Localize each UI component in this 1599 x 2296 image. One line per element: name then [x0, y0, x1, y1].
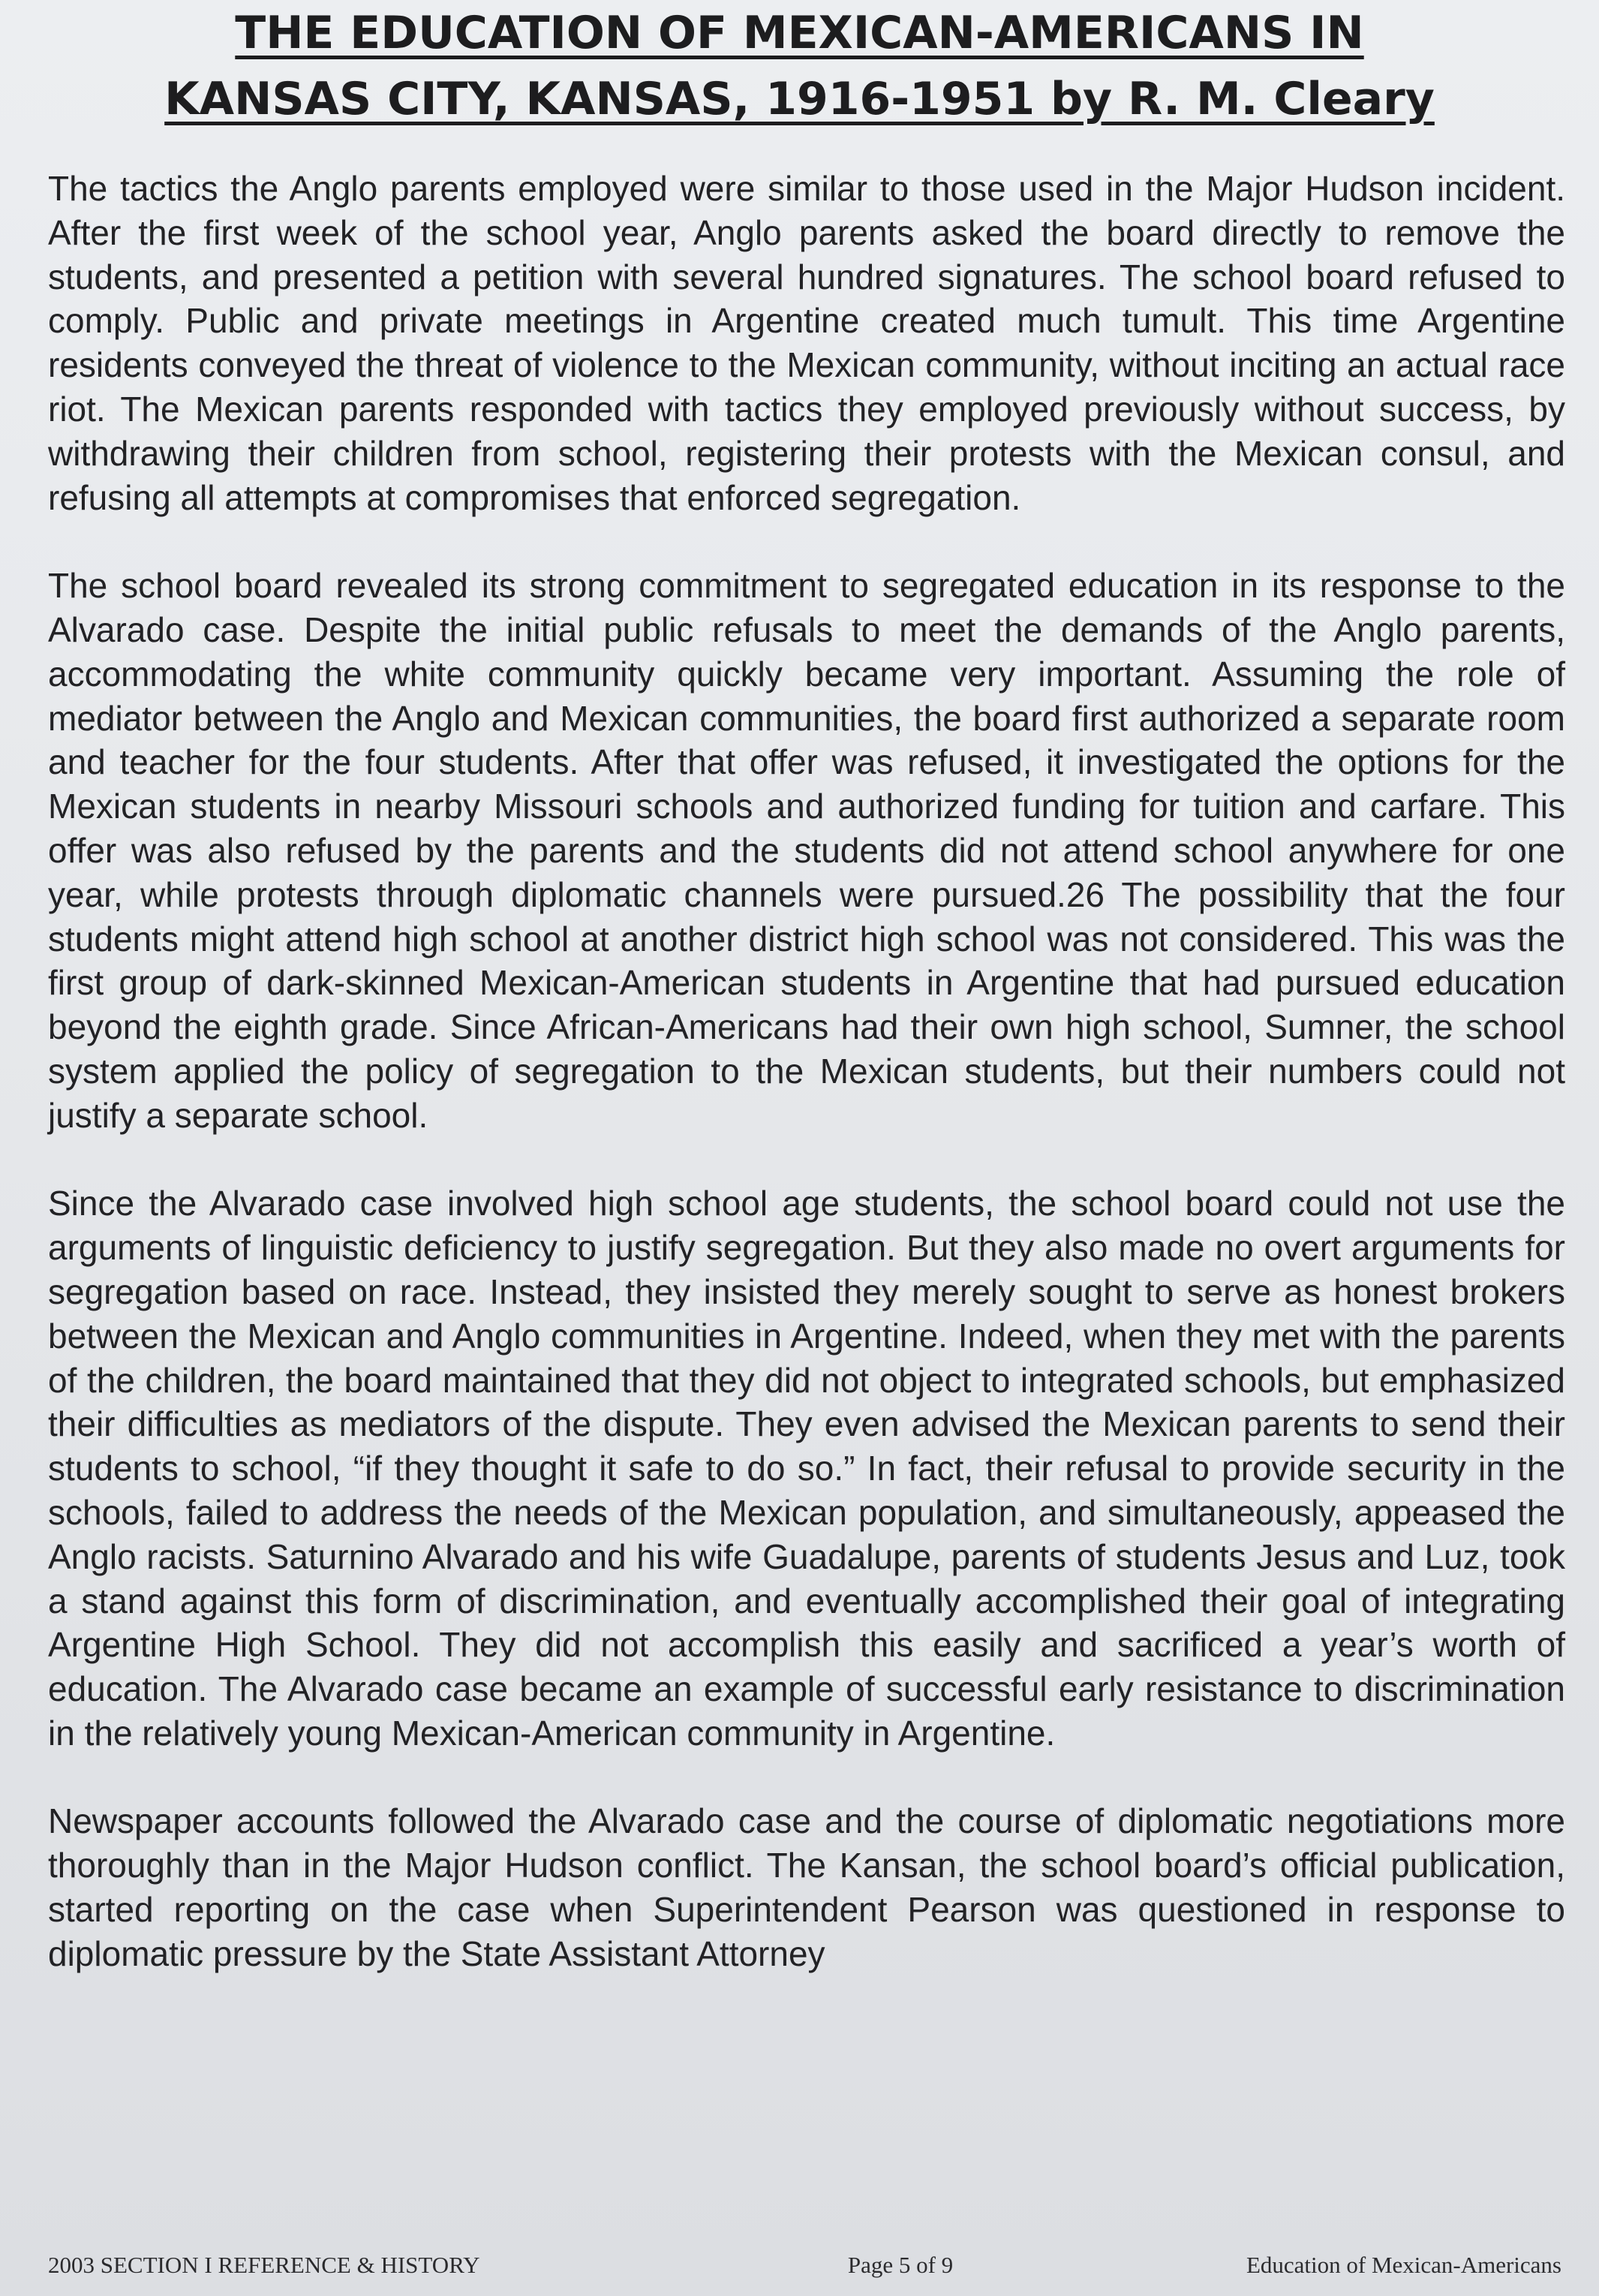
paragraph-4: Newspaper accounts followed the Alvarado case and the course of diplomatic negotiations more thoroughly than in the Major Hudson conflict. The Kansan, the school board’s official publication, started reporting on the case when Superintendent Pearson was questioned in response to diplomatic pressure by the State Assistant Attorney	[48, 1801, 1565, 1973]
title-line-2	[60, 66, 1539, 132]
title-line-1-text: THE EDUCATION OF MEXICAN-AMERICANS IN	[235, 7, 1364, 59]
footer-page-number: Page 5 of 9	[847, 2252, 954, 2278]
footer-document-title: Education of Mexican-Americans	[1246, 2252, 1561, 2278]
paragraph-2: The school board revealed its strong commitment to segregated education in its response to the Alvarado case. Despite the initial public refusals to meet the demands of the Anglo parents, accommodating the white community quickly became very important. Assuming the role of mediator between the Anglo and Mexican communities, the board first authorized a separate room and teacher for the four students. After that offer was refused, it investigated the options for the Mexican students in nearby Missouri schools and authorized funding for tuition and carfare. This offer was also refused by the parents and the students did not attend school anywhere for one year, while protests through diplomatic channels were pursued.26 The possibility that the four students might attend high school at another district high school was not considered. This was the first group of dark-skinned Mexican-American students in Argentine that had pursued education beyond the eighth grade. Since African-Americans had their own high school, Sumner, the school system applied the policy of segregation to the Mexican students, but their numbers could not justify a separate school.	[48, 566, 1565, 1135]
title-line-2-text: KANSAS CITY, KANSAS, 1916-1951 by R. M. Cleary	[164, 73, 1435, 125]
footer-section: 2003 SECTION I REFERENCE & HISTORY	[48, 2252, 480, 2278]
document-body	[48, 167, 1565, 2020]
paragraph-1: The tactics the Anglo parents employed were similar to those used in the Major Hudson incident. After the first week of the school year, Anglo parents asked the board directly to remove the students, and presented a petition with several hundred signatures. The school board refused to comply. Public and private meetings in Argentine created much tumult. This time Argentine residents conveyed the threat of violence to the Mexican community, without inciting an actual race riot. The Mexican parents responded with tactics they employed previously without success, by withdrawing their children from school, registering their protests with the Mexican consul, and refusing all attempts at compromises that enforced segregation.	[48, 169, 1565, 517]
title-line-1	[60, 0, 1539, 66]
paragraph-3: Since the Alvarado case involved high school age students, the school board could not use the arguments of linguistic deficiency to justify segregation. But they also made no overt arguments for segregation based on race. Instead, they insisted they merely sought to serve as honest brokers between the Mexican and Anglo communities in Argentine. Indeed, when they met with the parents of the children, the board maintained that they did not object to integrated schools, but emphasized their difficulties as mediators of the dispute. They even advised the Mexican parents to send their students to school, “if they thought it safe to do so.” In fact, their refusal to provide security in the schools, failed to address the needs of the Mexican population, and simultaneously, appeased the Anglo racists. Saturnino Alvarado and his wife Guadalupe, parents of students Jesus and Luz, took a stand against this form of discrimination, and eventually accomplished their goal of integrating Argentine High School. They did not accomplish this easily and sacrificed a year’s worth of education. The Alvarado case became an example of successful early resistance to discrimination in the relatively young Mexican-American community in Argentine.	[48, 1184, 1565, 1753]
